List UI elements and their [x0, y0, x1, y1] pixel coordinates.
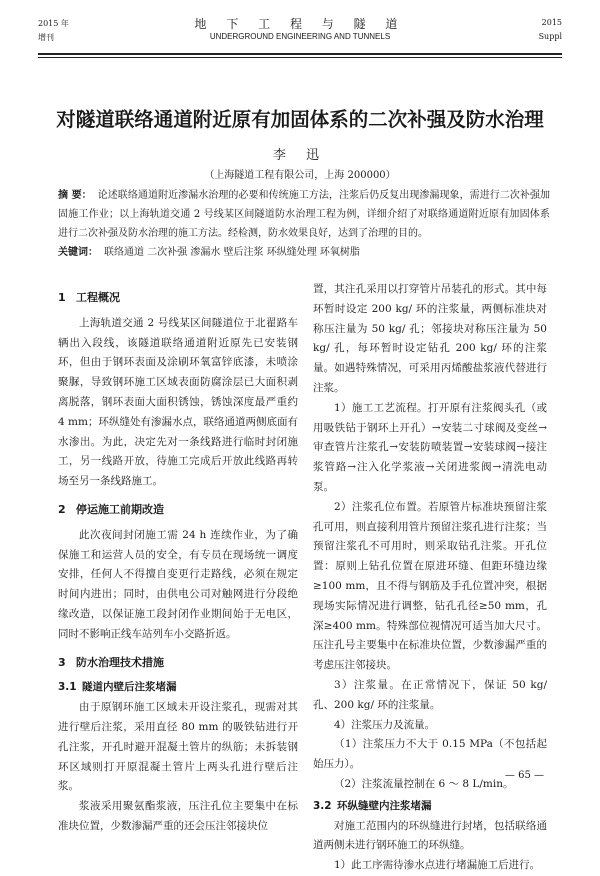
paragraph: 上海轨道交通 2 号线某区间隧道位于北翟路车辆出入段线，该隧道联络通道附近原先已安装钢环，但由于钢环表面及涂刷环氧富锌底漆，未喷涂聚脲，导致钢环施工区域表面防腐涂层已大面积剥离脱落，钢环表面大面积锈蚀，锈蚀深度最严重约 4 mm；环纵缝处有渗漏水点，联络通道两侧底面有水渗出。为此，决定先对一条线路进行临时封闭施工，另一线路开放，待施工完成后开放此线路再转场至另一条线路施工。 [58, 316, 298, 488]
paragraph: 4）注浆压力及流量。 [334, 718, 436, 731]
paragraph: 1）施工工艺流程。打开原有注浆阀头孔（或用吸铁钻于钢环上开孔）→安装二寸球阀及变丝→审查管片注浆孔→安装防喷装置→安装球阀→接注浆管路→注入化学浆液→关闭进浆阀→清洗电动泵。 [313, 401, 547, 493]
section-number: 1 [58, 291, 66, 304]
running-header [38, 14, 562, 54]
section-title: 防水治理技术措施 [76, 655, 164, 669]
paragraph: 3）注浆量。在正常情况下，保证 50 kg/ 孔、200 kg/ 环的注浆量。 [313, 678, 547, 711]
paragraph: （1）注浆压力不大于 0.15 MPa（不包括起始压力）。 [313, 738, 547, 771]
article-title: 对隧道联络通道附近原有加固体系的二次补强及防水治理 [56, 108, 544, 131]
journal-title-cn: 地 下 工 程 与 隧 道 [194, 17, 406, 31]
abstract-label: 摘 要： [58, 190, 92, 201]
header-supplement: 增刊 [38, 33, 54, 42]
right-column [313, 280, 547, 876]
header-rule [38, 53, 562, 55]
subsection-title: 隧道内壁后注浆堵漏 [82, 681, 177, 694]
paragraph: 2）注浆孔位布置。若原管片标准块预留注浆孔可用，则直接利用管片预留注浆孔进行注浆；当预留注浆孔不可用时，则采取钻孔注浆。开孔位置：原则上钻孔位置在原进环缝、但距环缝边缘≥100 mm，且不得与钢筋及手孔位置冲突，根据现场实际情况进行调整，钻孔孔径≥50 mm，孔深≥400 mm。特殊部位视情况可适当加大尺寸。压注孔号主要集中在标准块位置，少数渗漏严重的考虑压注邻接块。 [313, 500, 547, 672]
section-title: 工程概况 [76, 291, 120, 304]
section-title: 停运施工前期改造 [76, 502, 164, 516]
keywords-text: 联络通道 二次补强 渗漏水 壁后注浆 环纵缝处理 环氧树脂 [104, 247, 360, 258]
subsection-heading-3-2 [313, 797, 547, 817]
subsection-number: 3.1 [58, 681, 77, 694]
paragraph: （2）注浆流量控制在 6 ～ 8 L/min。 [334, 777, 514, 790]
header-year: 2015 年 [38, 19, 69, 28]
subsection-title: 环纵缝壁内注浆堵漏 [337, 799, 432, 812]
section-heading-3 [58, 653, 298, 673]
paragraph: 由于原钢环施工区域未开设注浆孔，现需对其进行壁后注浆，采用直径 80 mm 的吸铁钻进行开孔注浆，开孔时避开混凝土管片的纵筋；未拆装钢环区域则打开原混凝土管片上两头孔进行壁后注浆。 [58, 701, 298, 793]
section-number: 2 [58, 502, 66, 516]
abstract-block [58, 186, 550, 262]
section-heading-1 [58, 288, 298, 308]
left-column [58, 280, 298, 837]
abstract [58, 186, 550, 243]
header-year-en: 2015 [541, 18, 562, 27]
paragraph: 置，其注孔采用以打穿管片吊装孔的形式。其中每环暂时设定 200 kg/ 环的注浆量，两侧标准块对称压注量为 50 kg/ 孔；邻接块对称压注量为 50 kg/ 孔，每环暂时设定钻孔 200 kg/ 环的注浆量。如遇特殊情况，可采用丙烯酸盐浆液代替进行注浆。 [313, 283, 547, 394]
journal-title-en: UNDERGROUND ENGINEERING AND TUNNELS [209, 32, 391, 41]
header-rule-thin [38, 57, 562, 58]
keywords [58, 243, 550, 262]
subsection-heading-3-1 [58, 678, 298, 698]
author-affiliation: （上海隧道工程有限公司，上海 200000） [204, 170, 396, 181]
author-name: 李 迅 [272, 148, 328, 163]
header-supplement-en: Suppl [538, 32, 562, 41]
paragraph: 1）此工序需待渗水点进行堵漏施工后进行。 [334, 859, 541, 872]
keywords-label: 关键词： [58, 247, 98, 258]
paragraph: 此次夜间封闭施工需 24 h 连续作业，为了确保施工和运营人员的安全，有专员在现场统一调度安排，任何人不得擅自变更行走路线，必须在规定时间内进出；同时，由供电公司对触网进行分段绝缘改造，以保证施工段封闭作业期间始于无电区，同时不影响正线车站列车小交路折返。 [58, 528, 298, 640]
section-heading-2 [58, 500, 298, 520]
abstract-text: 论述联络通道附近渗漏水治理的必要和传统施工方法，注浆后仍反复出现渗漏现象，需进行二次补强加固施工作业；以上海轨道交通 2 号线某区间隧道防水治理工程为例，详细介绍了对联络通道附近原有加固体系进行二次补强及防水治理的施工方法。经检测，防水效果良好，达到了治理的目的。 [58, 190, 551, 239]
page-number: — 65 — [504, 770, 544, 781]
paragraph: 浆液采用聚氨酯浆液，压注孔位主要集中在标准块位置，少数渗漏严重的还会压注邻接块位 [58, 800, 298, 832]
subsection-number: 3.2 [313, 799, 332, 812]
section-number: 3 [58, 655, 66, 669]
paragraph: 对施工范围内的环纵缝进行封堵，包括联络通道两侧未进行钢环施工的环纵缝。 [313, 819, 547, 852]
